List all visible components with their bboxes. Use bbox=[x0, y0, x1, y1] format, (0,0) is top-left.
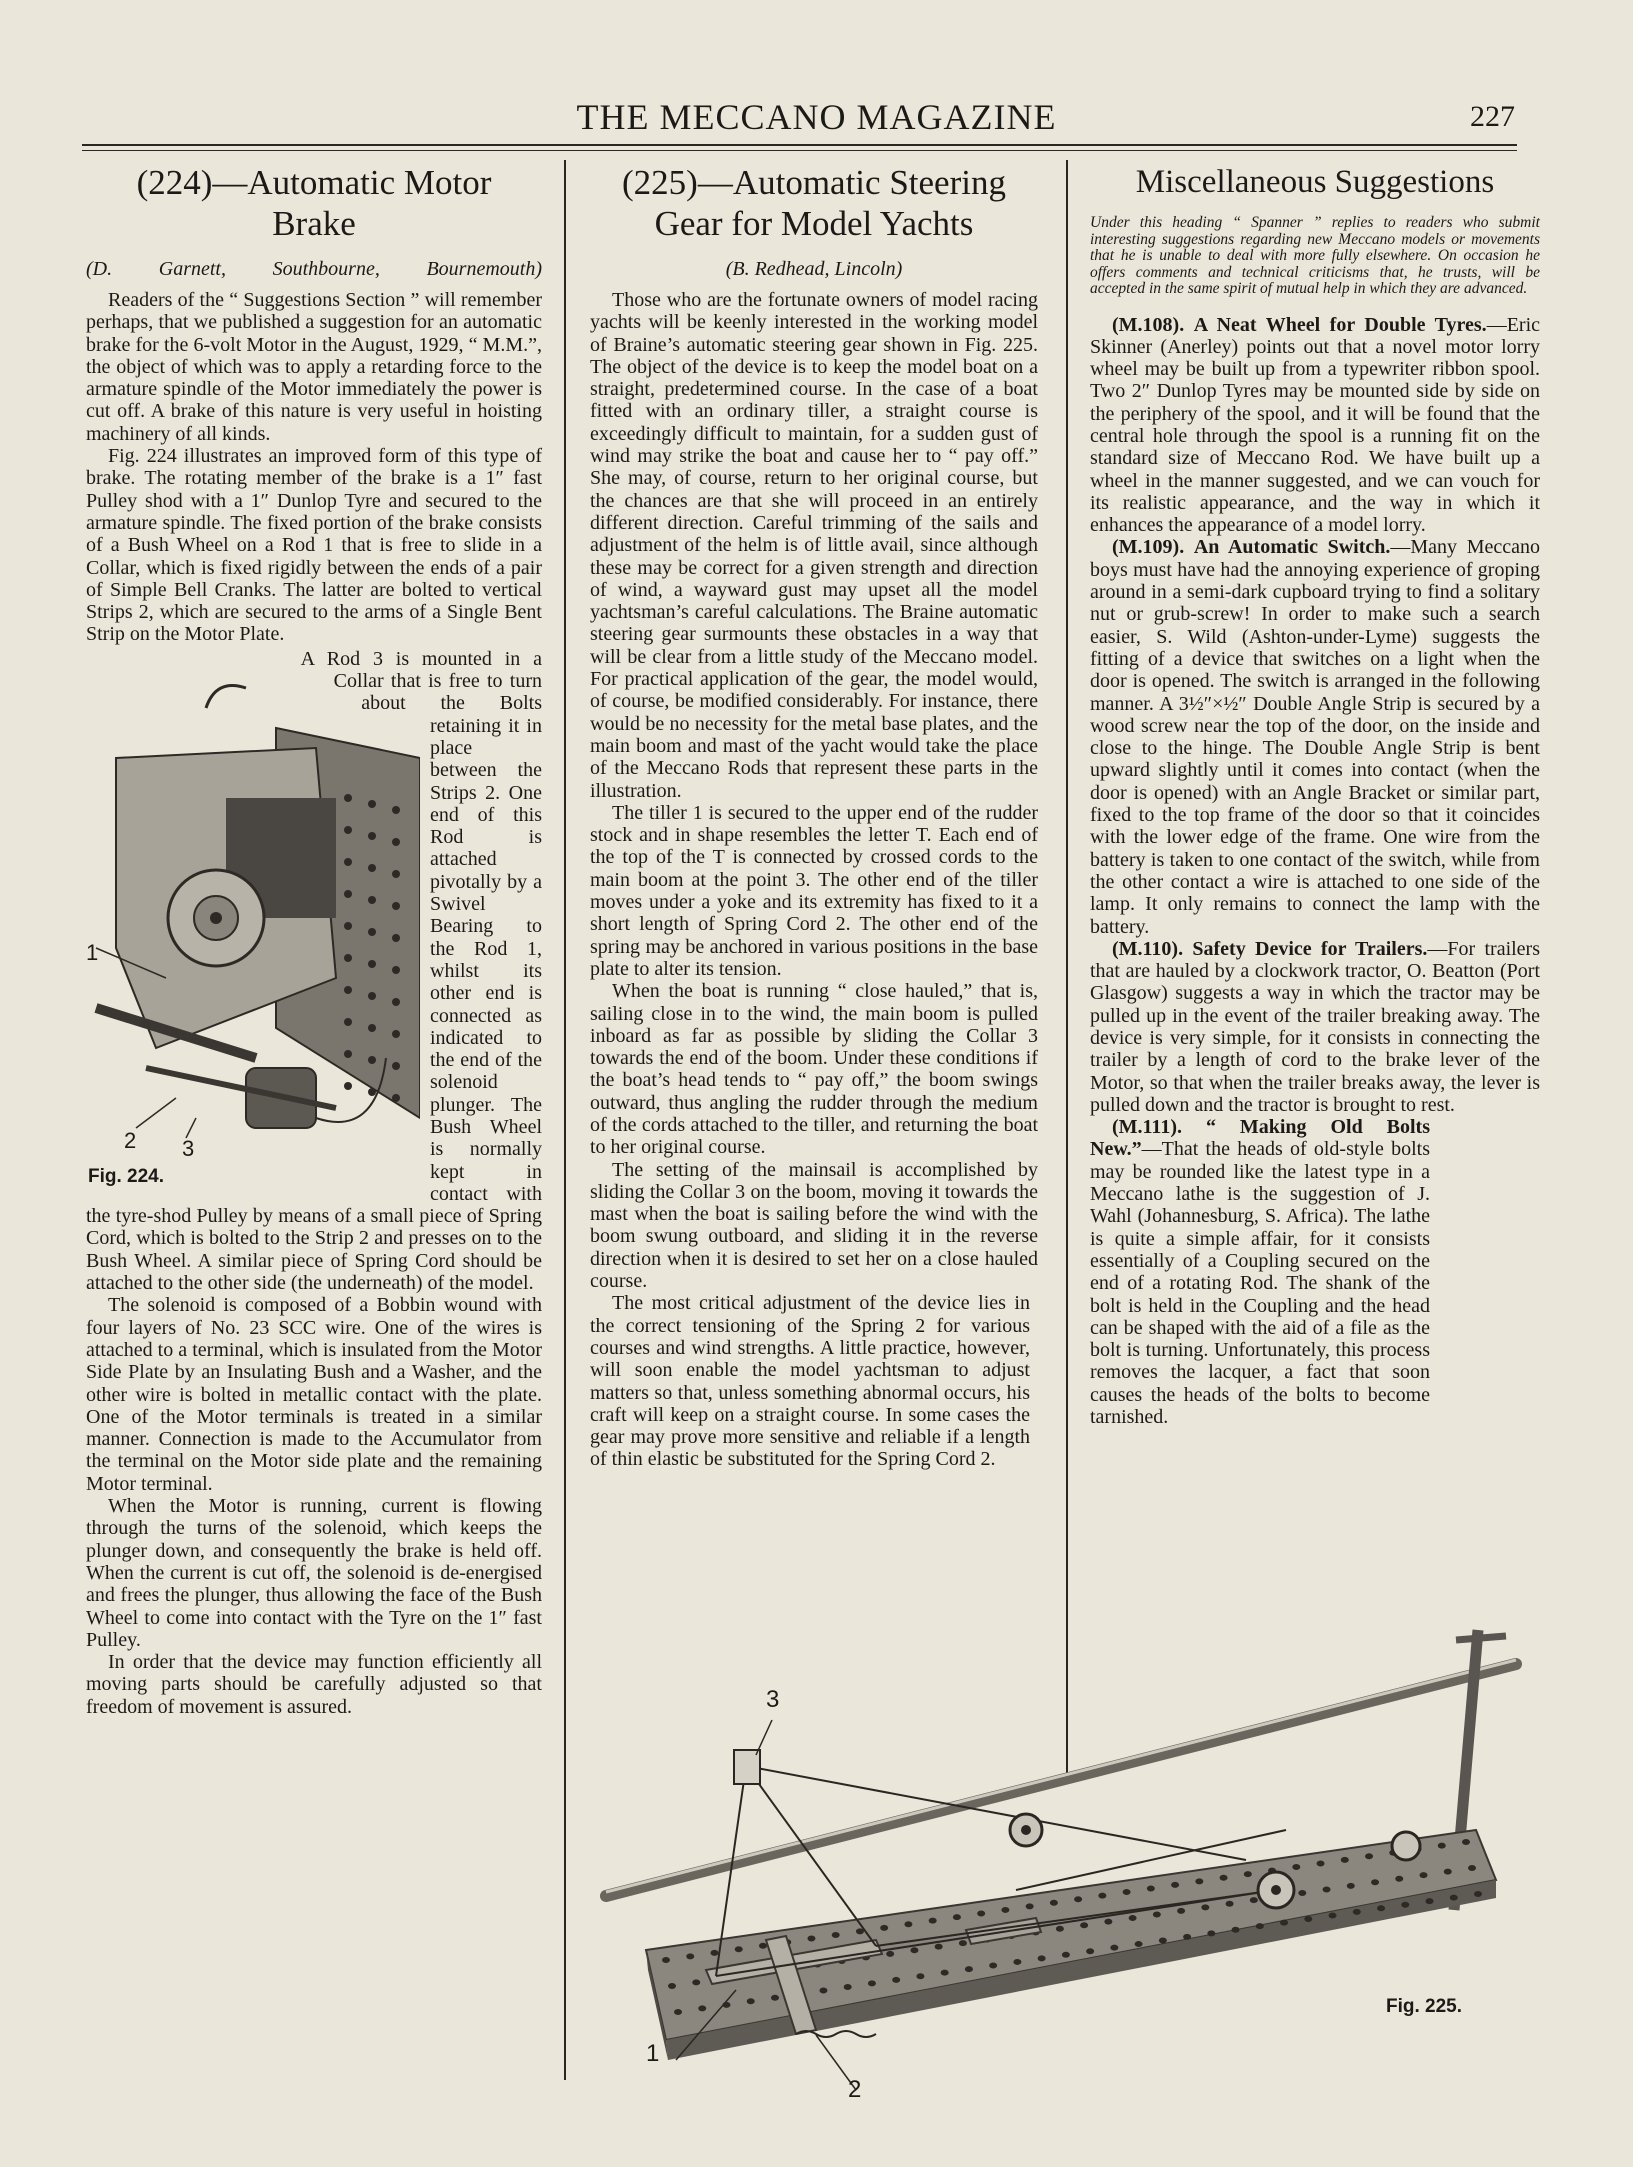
callout-tiller: 1 bbox=[646, 2040, 660, 2067]
item-title: Safety Device for Trailers. bbox=[1192, 937, 1428, 960]
item-body: —Many Meccano boys must have had the annoying experience of groping around in a semi-dark cupboard trying to find a solitary nut or grub-screw! In order to make such a search easier, S. Wild (Ashton-under-Lyme) suggests the fitting of a device that switches on a light when the door is opened. The switch is arranged in the following manner. A 3½″×½″ Double Angle Strip is secured by a wood screw near the top of the door, on the inside and close to the hinge. The Double Angle Strip is bent upward slightly until it comes into contact (when the door is opened) with an Angle Bracket or similar part, fixed to the top frame of the door so that it coincides with the lower edge of the frame. One wire from the battery is taken to one contact of the switch, while from the other contact a wire is attached to one side of the lamp. It only remains to connect the lamp with the battery. bbox=[1090, 536, 1540, 938]
figure-224-label: Fig. 224. bbox=[88, 1165, 165, 1187]
misc-item bbox=[1090, 536, 1540, 937]
article-225-title bbox=[590, 162, 1038, 244]
title-line-1: (225)—Automatic Steering bbox=[622, 163, 1006, 202]
article-225-paragraph: Those who are the fortunate owners of model racing yachts will be keenly interested in the working model of Braine’s automatic steering gear shown in Fig. 225. The object of the device is to keep the model boat on a straight, predetermined course. In the case of a boat fitted with an ordinary tiller, a straight course is exceedingly difficult to maintain, for a sudden gust of wind may strike the boat and cause her to “ pay off.” She may, of course, return to her original course, but the chances are that she will proceed in an entirely different direction. Careful trimming of the sails and adjustment of the helm is of little avail, since although these may be correct for a given strength and direction of wind, a wayward gust may upset all the model yachtsman’s careful calculations. The Braine automatic steering gear surmounts these obstacles in a way that will be clear from a little study of the Meccano model. For practical application of the gear, the model would, of course, be modified considerably. For instance, there would be no necessity for the metal base plates, and the main boom and mast of the yacht would take the place of the Meccano Rods that represent these parts in the illustration. bbox=[590, 289, 1038, 802]
item-code: (M.108). bbox=[1112, 313, 1185, 336]
misc-intro: Under this heading “ Spanner ” replies to readers who submit interesting suggestions regarding new Meccano models or movements that he is unable to deal with more fully elsewhere. On occasion he offers comments and technical criticisms that, he trusts, will be accepted in the same spirit of mutual help in which they are advanced. bbox=[1090, 214, 1540, 297]
automatic-brake-illustration bbox=[86, 648, 420, 1194]
item-body: —Eric Skinner (Anerley) points out that a novel motor lorry wheel may be built up from a typewriter ribbon spool. Two 2″ Dunlop Tyres may be mounted side by side on the periphery of the spool, and it will be found that the central hole through the spool is a running fit on the standard size of Meccano Rod. We have built up a wheel in the manner suggested, and we can vouch for its realistic appearance, and the way in which it enhances the appearance of a model lorry. bbox=[1090, 313, 1540, 537]
article-225-paragraph: The setting of the mainsail is accomplished by sliding the Collar 3 on the boom, moving it towards the mast when the boat is sailing before the wind with the boom swung outboard, and sliding it in the reverse direction when it is desired to set her on a close hauled course. bbox=[590, 1158, 1038, 1293]
misc-title: Miscellaneous Suggestions bbox=[1135, 164, 1495, 200]
article-224-paragraph: In order that the device may function efficiently all moving parts should be carefully adjusted so that freedom of movement is assured. bbox=[86, 1651, 542, 1718]
column-divider-left bbox=[564, 160, 566, 2080]
item-code: (M.109). bbox=[1112, 536, 1185, 559]
article-224-paragraph: Fig. 224 illustrates an improved form of this type of brake. The rotating member of the brake is a 1″ fast Pulley shod with a 1″ Dunlop Tyre and secured to the armature spindle. The fixed portion of the brake consists of a Bush Wheel on a Rod 1 that is free to slide in a Collar, which is fixed rigidly between the ends of a pair of Simple Bell Cranks. The latter are bolted to vertical Strips 2, which are secured to the arms of a Single Bent Strip on the Motor Plate. bbox=[86, 445, 542, 646]
item-title: An Automatic Switch. bbox=[1193, 536, 1391, 559]
item-code: (M.111). bbox=[1112, 1116, 1182, 1139]
callout-strip-2: 2 bbox=[124, 1127, 137, 1153]
item-code: (M.110). bbox=[1112, 937, 1184, 960]
article-224-title bbox=[86, 162, 542, 244]
article-225 bbox=[590, 162, 1038, 1471]
misc-item bbox=[1090, 1116, 1430, 1428]
article-225-paragraph: When the boat is running “ close hauled,” that is, sailing close in to the wind, the main boom is pulled inboard as far as possible by sliding the Collar 3 towards the end of the boom. Under these conditions if the boat’s head tends to “ pay off,” the boom swings outward, thus angling the rudder through the medium of the cords attached to the tiller, and returning the boat to her original course. bbox=[590, 980, 1038, 1159]
article-225-paragraph: The tiller 1 is secured to the upper end of the rudder stock and in shape resembles the letter T. Each end of the top of the T is connected by crossed cords to the main boom at the point 3. The other end of the tiller moves under a yoke and its extremity has fixed to it a short length of Spring Cord 2. The other end of the spring may be anchored in various positions in the base plate to alter its tension. bbox=[590, 801, 1038, 980]
header-rule-bottom bbox=[82, 150, 1517, 151]
misc-suggestions bbox=[1090, 162, 1540, 1428]
article-225-paragraph: The most critical adjustment of the device lies in the correct tensioning of the Spring 2 for various courses and wind strengths. A little practice, however, will soon enable the model yachtsman to adjust matters so that, unless something abnormal occurs, his craft will keep on a straight course. In some cases the gear may prove more sensitive and reliable if a length of thin elastic be substituted for the Spring Cord 2. bbox=[590, 1292, 1030, 1471]
item-body: —For trailers that are hauled by a clockwork tractor, O. Beatton (Port Glasgow) suggests a way in which the tractor may be pulled up in the event of the trailer breaking away. The device is very simple, for it consists in connecting the trailer by a length of cord to the brake lever of the Motor, so that when the trailer breaks away, the lever is pulled down and the tractor is brought to rest. bbox=[1090, 937, 1541, 1116]
item-title: “ Making Old Bolts New.” bbox=[1090, 1116, 1430, 1161]
figure-225-label: Fig. 225. bbox=[1386, 1996, 1463, 2017]
article-224 bbox=[86, 162, 542, 1718]
article-224-paragraph: The solenoid is composed of a Bobbin wound with four layers of No. 23 SCC wire. One of the wires is attached to a terminal, which is insulated from the Motor Side Plate by an Insulating Bush and a Washer, and the other wire is bolted in metallic contact with the plate. One of the Motor terminals is treated in a similar manner. Connection is made to the Accumulator from the terminal on the Motor side plate and the remaining Motor terminal. bbox=[86, 1294, 542, 1495]
running-head: THE MECCANO MAGAZINE bbox=[576, 97, 1057, 137]
figure-224 bbox=[86, 648, 420, 1194]
article-224-byline: (D. Garnett, Southbourne, Bournemouth) bbox=[86, 258, 542, 280]
page-number: 227 bbox=[1470, 100, 1515, 133]
article-225-byline: (B. Redhead, Lincoln) bbox=[725, 258, 903, 280]
title-line-2: Gear for Model Yachts bbox=[654, 204, 974, 243]
callout-rod-1: 1 bbox=[86, 939, 99, 965]
figure-225 bbox=[586, 1530, 1526, 2110]
article-224-paragraph: Readers of the “ Suggestions Section ” will remember perhaps, that we published a suggestion for an automatic brake for the 6-volt Motor in the August, 1929, “ M.M.”, the object of which was to apply a retarding force to the armature spindle of the Motor immediately the power is cut off. A brake of this nature is very useful in hoisting machinery of all kinds. bbox=[86, 289, 542, 445]
header-rule-top bbox=[82, 144, 1517, 146]
article-224-paragraph: A Rod 3 is mounted in a Collar that is free to turn about the Bolts retaining it in place between the Strips 2. One end of this Rod is attached pivotally by a Swivel Bearing to the Rod 1, whilst its other end is connected as indicated to the end of the solenoid plunger. The Bush Wheel is normally kept in contact with the tyre-shod Pulley by means of a small piece of Spring Cord, which is bolted to the Strip 2 and presses on to the Bush Wheel. A similar piece of Spring Cord should be attached to the other side (the underneath) of the model. bbox=[86, 647, 542, 1295]
article-224-paragraph: When the Motor is running, current is flowing through the turns of the solenoid, which keeps the plunger down, and consequently the brake is held off. When the current is cut off, the solenoid is de-energised and frees the plunger, thus allowing the face of the Bush Wheel to come into contact with the Tyre on the 1″ fast Pulley. bbox=[86, 1495, 542, 1651]
callout-spring: 2 bbox=[848, 2076, 862, 2103]
item-body: —That the heads of old-style bolts may be rounded like the latest type in a Meccano lathe is the suggestion of J. Wahl (Johannesburg, S. Africa). The lathe is quite a simple affair, for it consists essentially of a Coupling secured on the end of a rotating Rod. The shank of the bolt is held in the Coupling and the head can be shaped with the aid of a file as the bolt is turning. Unfortunately, this process removes the lacquer, a fact that soon causes the heads of the bolts to become tarnished. bbox=[1090, 1138, 1430, 1429]
callout-rod-3: 3 bbox=[182, 1135, 195, 1161]
misc-item bbox=[1090, 314, 1540, 537]
title-line-1: (224)—Automatic Motor bbox=[136, 163, 492, 202]
misc-item bbox=[1090, 938, 1540, 1116]
title-line-2: Brake bbox=[272, 204, 356, 243]
item-title: A Neat Wheel for Double Tyres. bbox=[1193, 313, 1487, 336]
callout-collar: 3 bbox=[766, 1686, 780, 1713]
steering-gear-illustration bbox=[586, 1530, 1526, 2110]
